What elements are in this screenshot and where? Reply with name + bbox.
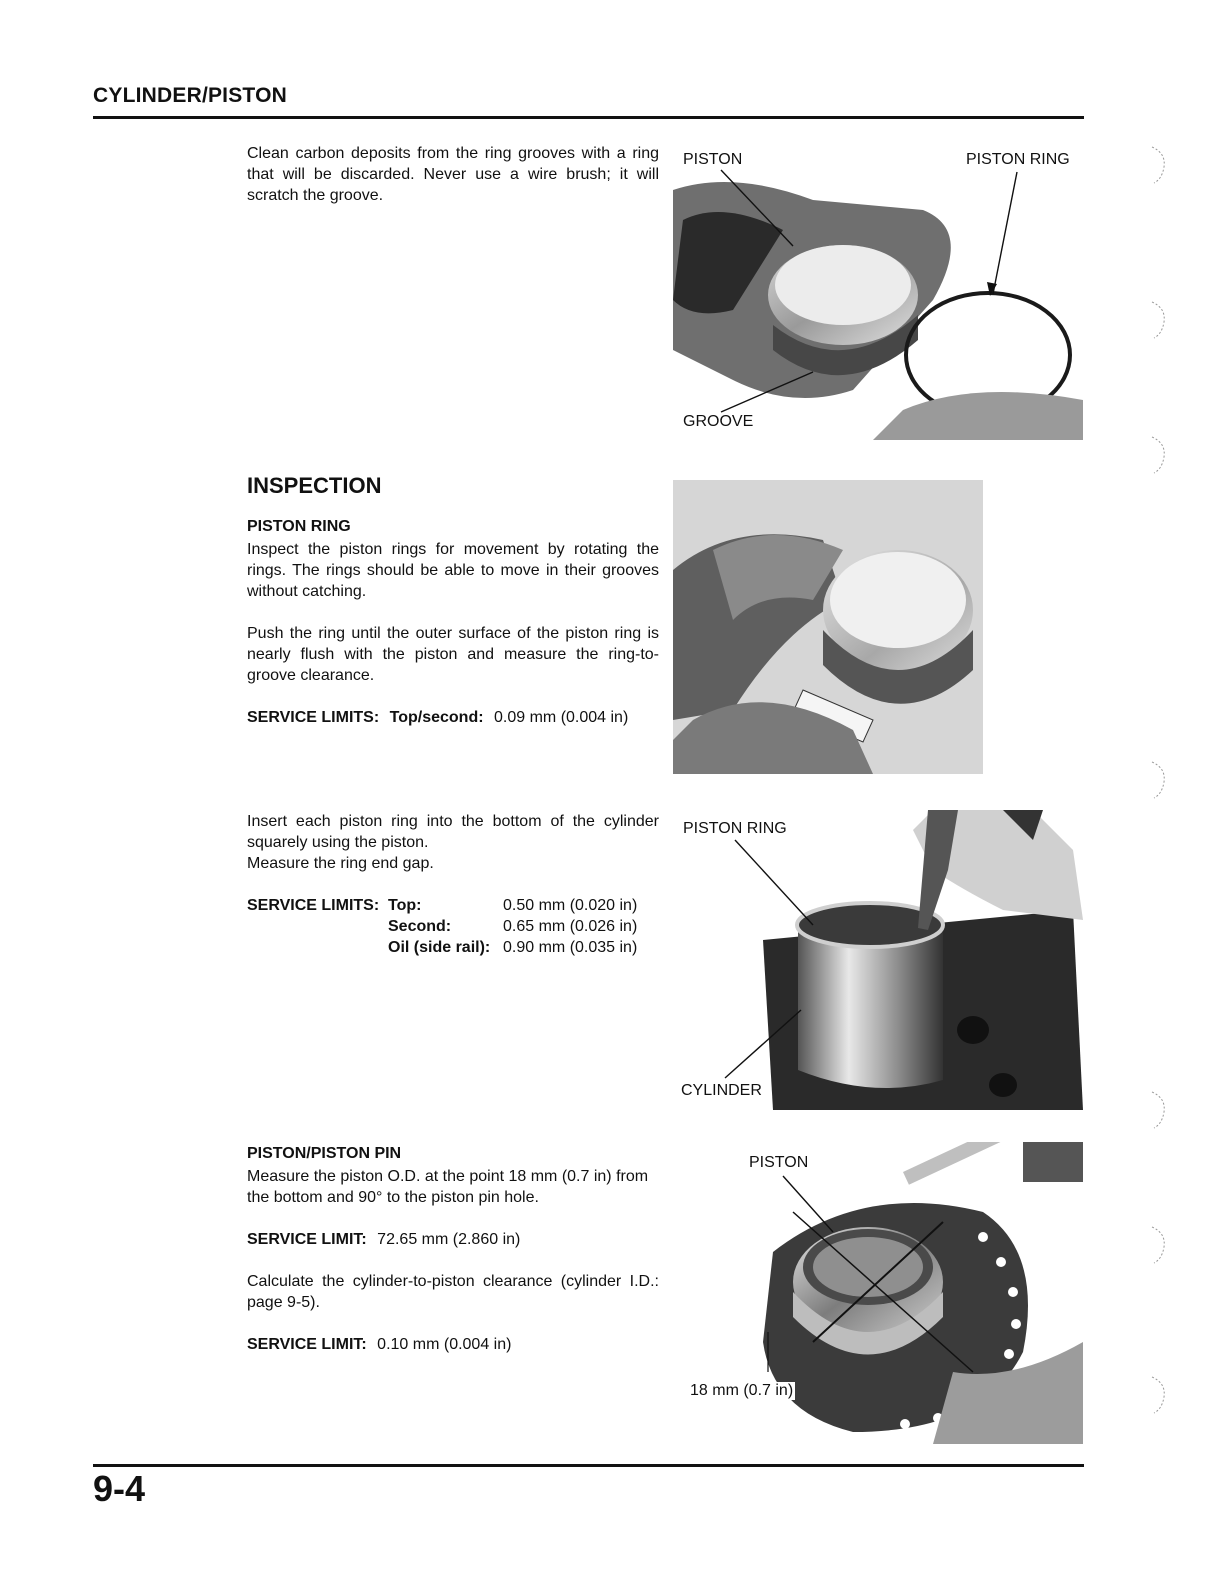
end-gap-item-oil: Oil (side rail): — [388, 939, 491, 956]
binding-hole-mark — [1148, 760, 1170, 800]
label-cylinder: CYLINDER — [681, 1082, 762, 1099]
binding-hole-mark — [1148, 145, 1170, 185]
figure-piston-ring-removal — [673, 150, 1083, 440]
end-gap-value-second: 0.65 mm (0.026 in) — [503, 918, 638, 935]
end-gap-para2: Measure the ring end gap. — [247, 855, 434, 872]
binding-hole-mark — [1148, 1375, 1170, 1415]
binding-hole-mark — [1148, 1090, 1170, 1130]
piston-ring-para1: Inspect the piston rings for movement by rotating the rings. The rings should be able to move in their grooves without catching. — [247, 541, 659, 600]
label-groove: GROOVE — [683, 413, 754, 430]
binding-hole-mark — [1148, 1225, 1170, 1265]
end-gap-value-top: 0.50 mm (0.020 in) — [503, 897, 638, 914]
limit-label: SERVICE LIMITS: — [247, 709, 380, 726]
subheading-piston-pin: PISTON/PISTON PIN — [247, 1145, 402, 1162]
limit-value: 0.09 mm (0.004 in) — [494, 709, 629, 726]
section-heading-inspection: INSPECTION — [247, 473, 382, 498]
figure-ring-groove-clearance — [673, 480, 983, 774]
binding-hole-mark — [1148, 435, 1170, 475]
piston-ring-para2: Push the ring until the outer surface of the piston ring is nearly flush with the piston and measure the ring-to-groove clearance. — [247, 625, 659, 684]
limit-item: Top/second: — [389, 709, 484, 726]
label-piston-ring-fig3: PISTON RING — [683, 820, 787, 837]
binding-hole-mark — [1148, 300, 1170, 340]
limit-value: 72.65 mm (2.860 in) — [377, 1231, 521, 1248]
limit-value: 0.10 mm (0.004 in) — [377, 1336, 512, 1353]
label-piston-fig4: PISTON — [749, 1154, 809, 1171]
limit-label: SERVICE LIMIT: — [247, 1336, 367, 1353]
page-number: 9-4 — [93, 1468, 146, 1509]
cleaning-text: Clean carbon deposits from the ring grooves with a ring that will be discarded. Never use a wire brush; it will scratch the groove. — [247, 145, 659, 204]
service-limit-ring-groove — [247, 707, 628, 728]
figure-ring-end-gap — [673, 810, 1083, 1110]
header-rule — [93, 116, 1084, 119]
piston-pin-para2: Calculate the cylinder-to-piston clearance (cylinder I.D.: page 9-5). — [247, 1273, 659, 1311]
end-gap-limit-label: SERVICE LIMITS: — [247, 897, 380, 914]
label-piston: PISTON — [683, 151, 743, 168]
service-limit-piston-od — [247, 1229, 520, 1250]
footer-rule — [93, 1464, 1084, 1467]
end-gap-item-top: Top: — [388, 897, 422, 914]
subheading-piston-ring: PISTON RING — [247, 518, 351, 535]
label-piston-ring: PISTON RING — [966, 151, 1070, 168]
page-title: CYLINDER/PISTON — [93, 84, 287, 107]
limit-label: SERVICE LIMIT: — [247, 1231, 367, 1248]
piston-pin-para1: Measure the piston O.D. at the point 18 mm (0.7 in) from the bottom and 90° to the piston pin hole. — [247, 1168, 649, 1206]
label-measure-point: 18 mm (0.7 in) — [690, 1382, 794, 1399]
end-gap-value-oil: 0.90 mm (0.035 in) — [503, 939, 638, 956]
service-limit-clearance — [247, 1334, 511, 1355]
end-gap-para1: Insert each piston ring into the bottom of the cylinder squarely using the piston. — [247, 813, 659, 851]
end-gap-item-second: Second: — [388, 918, 452, 935]
